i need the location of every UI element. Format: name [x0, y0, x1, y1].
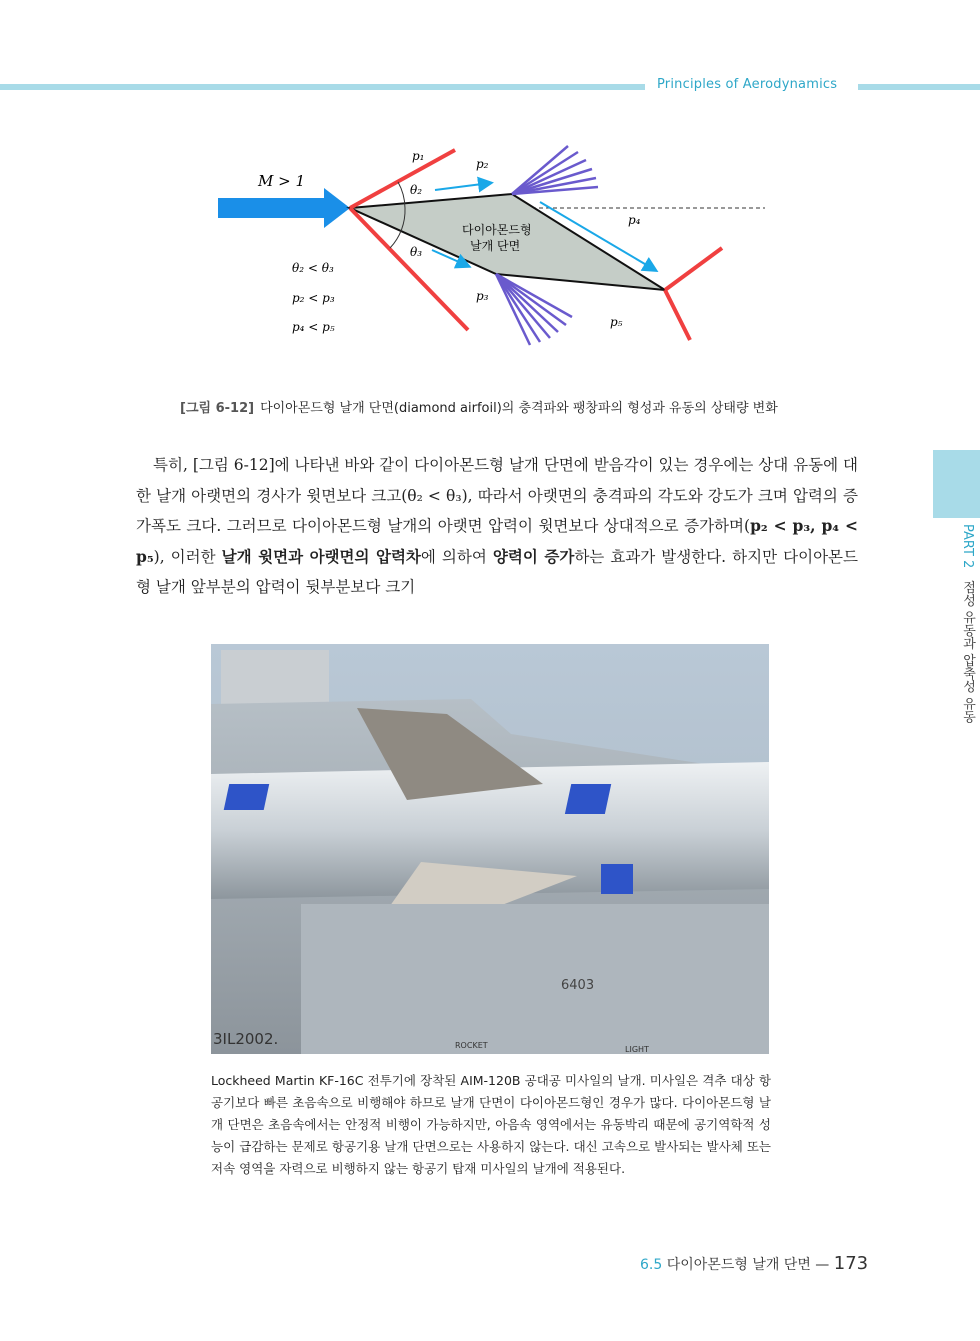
missile-photo [211, 644, 769, 1054]
p1-label: p₁ [412, 149, 425, 163]
figure-caption-text: 다이아몬드형 날개 단면(diamond airfoil)의 충격파와 팽창파의 형성과 유동의 상태량 변화 [260, 401, 778, 416]
body-bold-1: p₂ < p₃, p₄ < p₅ [136, 516, 858, 566]
photo-blue-band-left [224, 784, 270, 810]
figure-caption [180, 397, 778, 416]
body-text-3: 에 의하여 [420, 547, 493, 566]
trailing-shock-upper [665, 248, 722, 290]
mach-arrow-head [324, 188, 350, 228]
photo-marking-light: LIGHT [625, 1045, 649, 1054]
p5-label: p₅ [610, 315, 623, 329]
header-rule-left [0, 84, 645, 90]
header-rule-right [858, 84, 980, 90]
figure-caption-tag: [그림 6-12] [180, 401, 255, 416]
photo-blue-band-lower [601, 864, 633, 894]
side-part: PART 2 [960, 524, 975, 569]
body-paragraph [136, 450, 858, 603]
page-footer [640, 1253, 868, 1274]
side-tab [933, 450, 980, 518]
photo-caption: Lockheed Martin KF-16C 전투기에 장착된 AIM-120B 공대공 미사일의 날개. 미사일은 격추 대상 항공기보다 빠른 초음속으로 비행해야 하므로 날개 단면이 다이아몬드형인 경우가 많다. 다이아몬드형 날개 단면은 초음속에서는 안정적 비행이 가능하지만, 아음속 영역에서는 유동박리 때문에 공기역학적 성능이 급감하는 문제로 항공기용 날개 단면으로는 사용하지 않는다. 대신 고속으로 발사되는 발사체 또는 저속 영역을 자력으로 비행하지 않는 항공기 탑재 미사일의 날개에 적용된다. [211, 1073, 771, 1176]
body-text-2: ), 이러한 [153, 547, 222, 566]
theta2-label: θ₂ [410, 183, 423, 197]
body-text-4: 하는 효과가 발생한다. 하지만 다이아몬드형 날개 앞부분의 압력이 뒷부분보다 크기 [136, 547, 859, 596]
flow-arrow-upper [435, 183, 490, 190]
diamond-airfoil-diagram [210, 140, 780, 380]
running-header: Principles of Aerodynamics [657, 77, 838, 92]
footer-section: 6.5 [640, 1257, 663, 1273]
side-chapter-label [937, 524, 977, 764]
relation-p2-p3: p₂ < p₃ [292, 291, 335, 305]
page-number: 173 [833, 1253, 869, 1274]
photo-lower-panel [301, 904, 769, 1054]
upper-expansion-fan [512, 146, 598, 194]
relation-theta: θ₂ < θ₃ [292, 261, 334, 275]
photo-marking-number: 6403 [561, 978, 595, 993]
relation-p4-p5: p₄ < p₅ [292, 320, 335, 334]
p2-label: p₂ [476, 157, 489, 171]
photo-marking-rocket: ROCKET [455, 1041, 488, 1050]
body-bold-2: 날개 윗면과 아랫면의 압력차 [221, 546, 421, 566]
lower-expansion-fan [496, 274, 572, 345]
photo-marking-serial: 3IL2002. [213, 1030, 279, 1048]
side-chapter: 점성 유동과 압축성 유동 [960, 580, 975, 723]
body-text-1: 특히, [그림 6-12]에 나타낸 바와 같이 다이아몬드형 날개 단면에 받음각이 있는 경우에는 상대 유동에 대한 날개 아랫면의 경사가 윗면보다 크고(θ₂ < θ₃), 따라서 아랫면의 충격파의 각도와 강도가 크며 압력의 증가폭도 크다. 그러므로 다이아몬드형 날개의 아랫면 압력이 윗면보다 상대적으로 증가하며( [136, 456, 858, 535]
footer-title: 다이아몬드형 날개 단면 — [666, 1257, 830, 1273]
airfoil-label-1: 다이아몬드형 [462, 223, 532, 237]
mach-arrow-shaft [218, 198, 326, 218]
trailing-shock-lower [665, 290, 690, 340]
body-bold-3: 양력이 증가 [492, 546, 575, 566]
photo-blue-band-right [565, 784, 611, 814]
mach-label: M > 1 [258, 172, 306, 190]
p3-label: p₃ [476, 289, 489, 303]
theta3-label: θ₃ [410, 245, 423, 259]
p4-label: p₄ [628, 213, 641, 227]
airfoil-label-2: 날개 단면 [470, 239, 521, 253]
upper-fan-ray [512, 146, 568, 194]
